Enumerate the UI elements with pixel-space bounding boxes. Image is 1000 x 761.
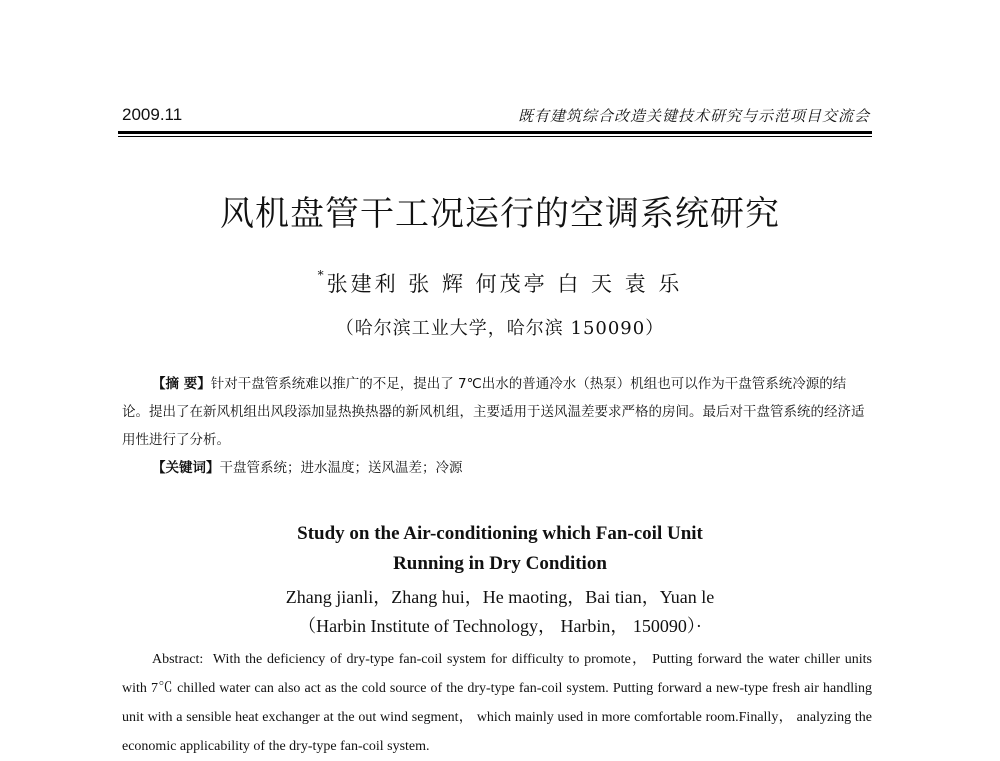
english-abstract-section: [122, 645, 872, 761]
english-abstract-text: With the deficiency of dry-type fan-coil system for difficulty to promote， Putting forward the water chiller units with 7℃ chilled water can also act as the cold source of the dry-type fan-coil system. Putting forward a new-type fresh air handling unit with a sensible heat exchanger at the out wind segment， which mainly used in more comfortable room.Finally， analyzing the economic applicability of the dry-type fan-coil system.: [122, 652, 872, 754]
abstract-cn-label: 【摘 要】: [152, 376, 211, 392]
affiliation: （哈尔滨工业大学，哈尔滨 150090）: [335, 318, 665, 339]
keywords-cn-text: 干盘管系统；进水温度；送风温差；冷源: [219, 460, 463, 476]
english-affiliation: （Harbin Institute of Technology， Harbin， 150090）·: [298, 616, 702, 636]
keywords-cn-label: 【关键词】: [152, 460, 220, 476]
english-authors: Zhang jianli，Zhang hui，He maoting，Bai tian，Yuan le: [285, 587, 715, 607]
header-rule-thin: [118, 136, 872, 137]
abstract-cn-text: 针对干盘管系统难以推广的不足，提出了 7℃出水的普通冷水（热泵）机组也可以作为干盘管系统冷源的结论。提出了在新风机组出风段添加显热换热器的新风机组，主要适用于送风温差要求严格的房间。最后对干盘管系统的经济适用性进行了分析。: [122, 376, 865, 448]
paper-title: 风机盘管干工况运行的空调系统研究: [220, 194, 780, 234]
english-title-line-1: Study on the Air-conditioning which Fan-coil Unit: [297, 523, 703, 544]
english-title-line-2: Running in Dry Condition: [393, 553, 607, 574]
running-header: [122, 105, 870, 129]
header-journal: 既有建筑综合改造关键技术研究与示范项目交流会: [517, 107, 870, 125]
english-abstract: [122, 645, 872, 761]
author-names: 张建利 张 辉 何茂亭 白 天 袁 乐: [326, 272, 683, 296]
abstract-cn-section: [122, 370, 872, 482]
keywords-cn: [122, 454, 872, 482]
corresponding-author-mark: *: [317, 268, 327, 282]
abstract-cn: [122, 370, 872, 454]
english-abstract-label: Abstract:: [152, 652, 204, 667]
author-list: [0, 268, 1000, 298]
header-date: 2009.11: [122, 105, 183, 124]
header-rule-thick: [118, 131, 872, 134]
